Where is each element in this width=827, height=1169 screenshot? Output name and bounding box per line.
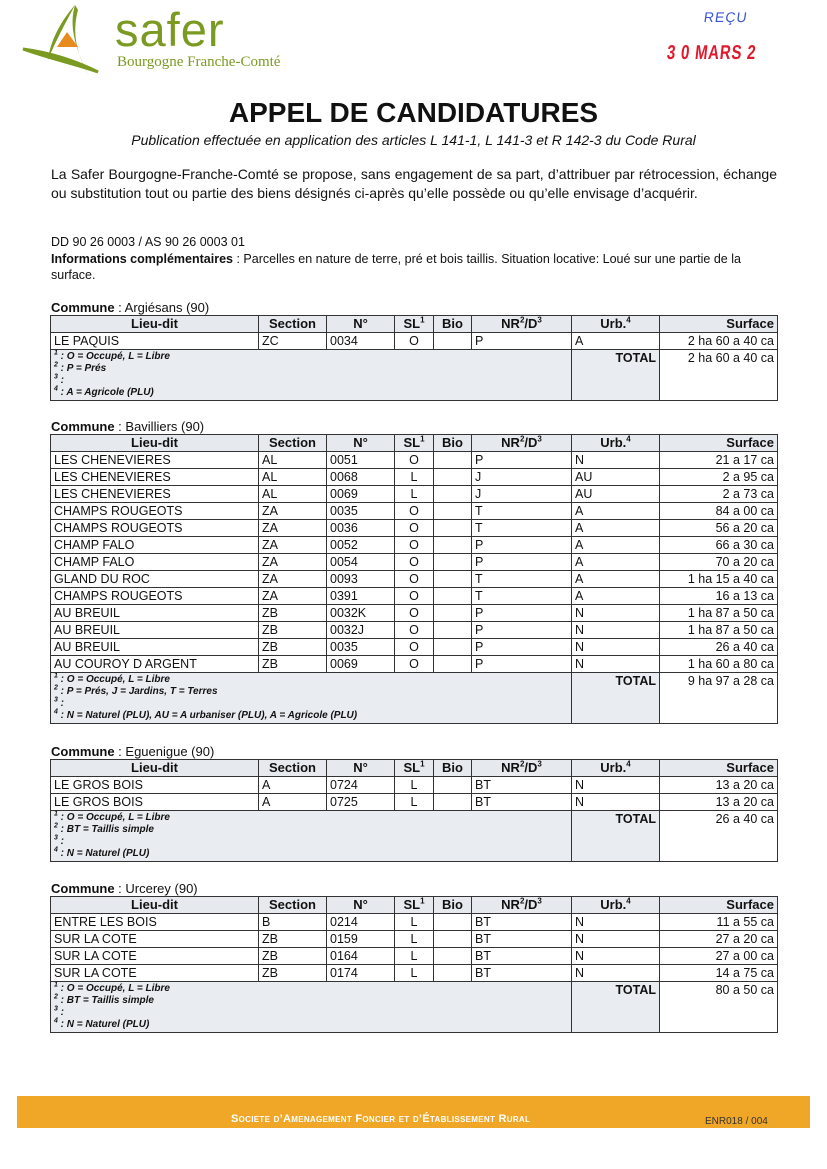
footer-bar: [17, 1096, 810, 1128]
col-surface: Surface: [660, 897, 778, 914]
cell-nature: P: [472, 537, 572, 554]
cell-sl: O: [395, 554, 434, 571]
cell-lieu-dit: CHAMP FALO: [51, 537, 259, 554]
cell-surface: 21 a 17 ca: [660, 452, 778, 469]
legend-total-row: [51, 982, 778, 1033]
cell-bio: [434, 948, 472, 965]
cell-section: ZB: [259, 605, 327, 622]
cell-bio: [434, 656, 472, 673]
col-section: Section: [259, 760, 327, 777]
cell-bio: [434, 588, 472, 605]
cell-surface: 84 a 00 ca: [660, 503, 778, 520]
cell-section: A: [259, 777, 327, 794]
col-urbanisme: Urb.$^4$: [572, 435, 660, 452]
col-sl: $SL^1$: [395, 760, 434, 777]
table-row: [51, 605, 778, 622]
cell-urbanisme: N: [572, 914, 660, 931]
col-numero: N°: [327, 760, 395, 777]
cell-bio: [434, 571, 472, 588]
commune-heading: [51, 744, 214, 759]
cell-numero: 0724: [327, 777, 395, 794]
cell-surface: 27 a 20 ca: [660, 931, 778, 948]
commune-heading: [51, 300, 209, 315]
cell-numero: 0034: [327, 333, 395, 350]
table-header-row: [51, 316, 778, 333]
cell-nature: T: [472, 588, 572, 605]
cell-bio: [434, 965, 472, 982]
table-row: [51, 503, 778, 520]
cell-numero: 0391: [327, 588, 395, 605]
col-lieu-dit: Lieu-dit: [51, 897, 259, 914]
cell-section: ZB: [259, 622, 327, 639]
commune-label: Commune: [51, 419, 115, 434]
page-subtitle: Publication effectuée en application des articles L 141-1, L 141-3 et R 142-3 du Code Rural: [131, 132, 696, 148]
cell-surface: 27 a 00 ca: [660, 948, 778, 965]
cell-sl: L: [395, 948, 434, 965]
cell-lieu-dit: SUR LA COTE: [51, 931, 259, 948]
cell-numero: 0054: [327, 554, 395, 571]
table-row: [51, 794, 778, 811]
cell-surface: 1 ha 87 a 50 ca: [660, 622, 778, 639]
table-row: [51, 914, 778, 931]
commune-name: : Eguenigue (90): [114, 744, 215, 759]
cell-lieu-dit: AU BREUIL: [51, 605, 259, 622]
cell-urbanisme: N: [572, 794, 660, 811]
legend-line: $^4$ : N = Naturel (PLU): [54, 1017, 150, 1030]
cell-urbanisme: A: [572, 333, 660, 350]
cell-numero: 0069: [327, 656, 395, 673]
col-lieu-dit: Lieu-dit: [51, 435, 259, 452]
parcel-table: [50, 759, 778, 862]
cell-section: B: [259, 914, 327, 931]
additional-info: [51, 251, 777, 283]
table-row: [51, 965, 778, 982]
cell-section: ZA: [259, 554, 327, 571]
cell-sl: O: [395, 571, 434, 588]
legend-total-row: [51, 673, 778, 724]
col-bio: Bio: [434, 316, 472, 333]
cell-surface: 56 a 20 ca: [660, 520, 778, 537]
cell-sl: L: [395, 777, 434, 794]
cell-nature: BT: [472, 965, 572, 982]
legend-total-row: [51, 811, 778, 862]
cell-nature: BT: [472, 794, 572, 811]
cell-surface: 13 a 20 ca: [660, 777, 778, 794]
cell-bio: [434, 486, 472, 503]
col-nature: $NR^2/D^3$: [472, 897, 572, 914]
cell-bio: [434, 777, 472, 794]
cell-lieu-dit: CHAMP FALO: [51, 554, 259, 571]
table-header-row: [51, 760, 778, 777]
col-nature: $NR^2/D^3$: [472, 435, 572, 452]
legend-line: $^1$ : O = Occupé, L = Libre: [54, 810, 170, 823]
cell-sl: L: [395, 965, 434, 982]
cell-section: A: [259, 794, 327, 811]
logo-region: Bourgogne Franche-Comté: [117, 54, 281, 70]
parcel-table: [50, 896, 778, 1033]
page-title: APPEL DE CANDIDATURES: [228, 97, 599, 128]
col-sl: $SL^1$: [395, 435, 434, 452]
col-nature: $NR^2/D^3$: [472, 316, 572, 333]
cell-sl: O: [395, 452, 434, 469]
cell-lieu-dit: LES CHENEVIERES: [51, 469, 259, 486]
legend-line: $^2$ : BT = Taillis simple: [54, 822, 154, 835]
col-numero: N°: [327, 316, 395, 333]
table-row: [51, 520, 778, 537]
cell-nature: P: [472, 452, 572, 469]
cell-sl: O: [395, 639, 434, 656]
received-stamp: REÇU: [702, 9, 749, 25]
legend: [51, 350, 572, 401]
cell-lieu-dit: CHAMPS ROUGEOTS: [51, 503, 259, 520]
table-row: [51, 571, 778, 588]
additional-info-text: : Parcelles en nature de terre, pré et bois taillis. Situation locative: Loué sur une partie de la surface.: [51, 252, 741, 282]
cell-bio: [434, 452, 472, 469]
cell-numero: 0725: [327, 794, 395, 811]
footer-document-code: ENR018 / 004: [705, 1116, 768, 1127]
col-bio: Bio: [434, 435, 472, 452]
cell-bio: [434, 605, 472, 622]
col-urbanisme: Urb.$^4$: [572, 316, 660, 333]
cell-lieu-dit: ENTRE LES BOIS: [51, 914, 259, 931]
col-sl: $SL^1$: [395, 897, 434, 914]
cell-nature: P: [472, 656, 572, 673]
cell-urbanisme: A: [572, 503, 660, 520]
legend: [51, 811, 572, 862]
cell-numero: 0052: [327, 537, 395, 554]
total-label: TOTAL: [572, 982, 660, 1033]
col-section: Section: [259, 897, 327, 914]
cell-numero: 0035: [327, 639, 395, 656]
legend-line: $^1$ : O = Occupé, L = Libre: [54, 672, 170, 685]
cell-nature: T: [472, 503, 572, 520]
legend-line: $^2$ : P = Prés: [54, 361, 107, 374]
commune-name: : Bavilliers (90): [114, 419, 205, 434]
cell-lieu-dit: AU BREUIL: [51, 639, 259, 656]
cell-surface: 16 a 13 ca: [660, 588, 778, 605]
cell-bio: [434, 554, 472, 571]
commune-name: : Argiésans (90): [114, 300, 210, 315]
cell-lieu-dit: AU COUROY D ARGENT: [51, 656, 259, 673]
col-numero: N°: [327, 897, 395, 914]
col-nature: $NR^2/D^3$: [472, 760, 572, 777]
cell-urbanisme: N: [572, 452, 660, 469]
cell-numero: 0068: [327, 469, 395, 486]
intro-paragraph: La Safer Bourgogne-Franche-Comté se propose, sans engagement de sa part, d’attribuer par rétrocession, échange ou substitution tout ou partie des biens désignés ci-après qu’elle possède ou qu’elle envisage d’acquérir.: [51, 166, 777, 201]
col-surface: Surface: [660, 760, 778, 777]
legend-line: $^3$ :: [54, 696, 65, 709]
table-row: [51, 622, 778, 639]
cell-section: AL: [259, 469, 327, 486]
table-row: [51, 469, 778, 486]
table-row: [51, 639, 778, 656]
cell-bio: [434, 469, 472, 486]
legend-line: $^2$ : BT = Taillis simple: [54, 993, 154, 1006]
legend: [51, 673, 572, 724]
cell-sl: L: [395, 931, 434, 948]
cell-numero: 0214: [327, 914, 395, 931]
cell-sl: O: [395, 520, 434, 537]
cell-numero: 0164: [327, 948, 395, 965]
cell-surface: 66 a 30 ca: [660, 537, 778, 554]
cell-urbanisme: N: [572, 777, 660, 794]
cell-lieu-dit: GLAND DU ROC: [51, 571, 259, 588]
cell-urbanisme: A: [572, 571, 660, 588]
col-bio: Bio: [434, 760, 472, 777]
col-urbanisme: Urb.$^4$: [572, 760, 660, 777]
col-numero: N°: [327, 435, 395, 452]
cell-lieu-dit: CHAMPS ROUGEOTS: [51, 520, 259, 537]
cell-bio: [434, 537, 472, 554]
cell-sl: L: [395, 486, 434, 503]
additional-info-label: Informations complémentaires: [51, 252, 233, 266]
col-surface: Surface: [660, 316, 778, 333]
table-row: [51, 554, 778, 571]
cell-sl: O: [395, 333, 434, 350]
col-lieu-dit: Lieu-dit: [51, 760, 259, 777]
cell-numero: 0032J: [327, 622, 395, 639]
cell-surface: 26 a 40 ca: [660, 639, 778, 656]
logo-wordmark: safer: [115, 3, 225, 56]
cell-section: ZA: [259, 520, 327, 537]
col-surface: Surface: [660, 435, 778, 452]
total-label: TOTAL: [572, 350, 660, 401]
total-label: TOTAL: [572, 673, 660, 724]
cell-section: ZA: [259, 588, 327, 605]
cell-bio: [434, 794, 472, 811]
table-row: [51, 931, 778, 948]
cell-urbanisme: A: [572, 520, 660, 537]
cell-bio: [434, 333, 472, 350]
cell-lieu-dit: CHAMPS ROUGEOTS: [51, 588, 259, 605]
legend-line: $^2$ : P = Prés, J = Jardins, T = Terres: [54, 684, 218, 697]
cell-numero: 0051: [327, 452, 395, 469]
commune-label: Commune: [51, 300, 115, 315]
commune-label: Commune: [51, 881, 115, 896]
col-lieu-dit: Lieu-dit: [51, 316, 259, 333]
cell-lieu-dit: SUR LA COTE: [51, 948, 259, 965]
cell-urbanisme: N: [572, 931, 660, 948]
cell-section: ZB: [259, 639, 327, 656]
cell-surface: 2 a 73 ca: [660, 486, 778, 503]
cell-lieu-dit: LES CHENEVIERES: [51, 486, 259, 503]
legend-line: $^3$ :: [54, 834, 65, 847]
cell-lieu-dit: LE PAQUIS: [51, 333, 259, 350]
legend-line: $^3$ :: [54, 373, 65, 386]
table-row: [51, 588, 778, 605]
cell-surface: 1 ha 87 a 50 ca: [660, 605, 778, 622]
cell-nature: P: [472, 554, 572, 571]
cell-sl: O: [395, 656, 434, 673]
cell-lieu-dit: LE GROS BOIS: [51, 794, 259, 811]
total-label: TOTAL: [572, 811, 660, 862]
cell-sl: O: [395, 622, 434, 639]
total-surface: 26 a 40 ca: [660, 811, 778, 862]
cell-surface: 14 a 75 ca: [660, 965, 778, 982]
col-section: Section: [259, 435, 327, 452]
cell-surface: 2 a 95 ca: [660, 469, 778, 486]
cell-surface: 11 a 55 ca: [660, 914, 778, 931]
table-row: [51, 537, 778, 554]
cell-bio: [434, 931, 472, 948]
parcel-table: [50, 315, 778, 401]
safer-logo: [20, 2, 290, 82]
cell-section: ZA: [259, 537, 327, 554]
cell-section: ZB: [259, 656, 327, 673]
cell-sl: L: [395, 914, 434, 931]
cell-nature: P: [472, 622, 572, 639]
cell-sl: O: [395, 503, 434, 520]
cell-lieu-dit: LE GROS BOIS: [51, 777, 259, 794]
cell-surface: 2 ha 60 a 40 ca: [660, 333, 778, 350]
cell-bio: [434, 503, 472, 520]
cell-urbanisme: N: [572, 639, 660, 656]
cell-numero: 0036: [327, 520, 395, 537]
commune-heading: [51, 419, 204, 434]
cell-sl: O: [395, 588, 434, 605]
col-urbanisme: Urb.$^4$: [572, 897, 660, 914]
cell-urbanisme: A: [572, 554, 660, 571]
cell-urbanisme: N: [572, 948, 660, 965]
cell-nature: BT: [472, 948, 572, 965]
cell-urbanisme: AU: [572, 469, 660, 486]
legend-line: $^4$ : A = Agricole (PLU): [54, 385, 154, 398]
col-bio: Bio: [434, 897, 472, 914]
legend-line: $^3$ :: [54, 1005, 65, 1018]
commune-heading: [51, 881, 198, 896]
cell-section: ZB: [259, 931, 327, 948]
cell-nature: P: [472, 639, 572, 656]
table-row: [51, 486, 778, 503]
total-surface: 9 ha 97 a 28 ca: [660, 673, 778, 724]
table-row: [51, 452, 778, 469]
cell-numero: 0174: [327, 965, 395, 982]
col-section: Section: [259, 316, 327, 333]
table-row: [51, 948, 778, 965]
cell-nature: T: [472, 520, 572, 537]
cell-surface: 13 a 20 ca: [660, 794, 778, 811]
cell-lieu-dit: AU BREUIL: [51, 622, 259, 639]
cell-urbanisme: AU: [572, 486, 660, 503]
legend-line: $^1$ : O = Occupé, L = Libre: [54, 981, 170, 994]
cell-surface: 70 a 20 ca: [660, 554, 778, 571]
cell-nature: J: [472, 469, 572, 486]
date-stamp: 3 0 MARS 2: [665, 42, 758, 64]
table-row: [51, 777, 778, 794]
cell-urbanisme: N: [572, 965, 660, 982]
cell-sl: L: [395, 469, 434, 486]
cell-nature: P: [472, 605, 572, 622]
safer-leaf-logo-icon: [20, 2, 120, 82]
cell-numero: 0069: [327, 486, 395, 503]
parcel-table: [50, 434, 778, 724]
cell-numero: 0159: [327, 931, 395, 948]
table-header-row: [51, 897, 778, 914]
cell-section: ZA: [259, 503, 327, 520]
legend-total-row: [51, 350, 778, 401]
total-surface: 2 ha 60 a 40 ca: [660, 350, 778, 401]
cell-lieu-dit: LES CHENEVIERES: [51, 452, 259, 469]
legend: [51, 982, 572, 1033]
cell-numero: 0035: [327, 503, 395, 520]
table-header-row: [51, 435, 778, 452]
cell-nature: J: [472, 486, 572, 503]
cell-section: ZA: [259, 571, 327, 588]
cell-surface: 1 ha 60 a 80 ca: [660, 656, 778, 673]
cell-nature: T: [472, 571, 572, 588]
cell-nature: P: [472, 333, 572, 350]
cell-urbanisme: A: [572, 588, 660, 605]
reference-number: DD 90 26 0003 / AS 90 26 0003 01: [51, 235, 245, 249]
cell-section: ZB: [259, 948, 327, 965]
cell-section: ZB: [259, 965, 327, 982]
legend-line: $^4$ : N = Naturel (PLU), AU = A urbaniser (PLU), A = Agricole (PLU): [54, 708, 358, 721]
cell-urbanisme: A: [572, 537, 660, 554]
cell-sl: O: [395, 537, 434, 554]
cell-bio: [434, 520, 472, 537]
legend-line: $^1$ : O = Occupé, L = Libre: [54, 349, 170, 362]
cell-surface: 1 ha 15 a 40 ca: [660, 571, 778, 588]
cell-numero: 0032K: [327, 605, 395, 622]
cell-urbanisme: N: [572, 656, 660, 673]
cell-section: AL: [259, 486, 327, 503]
col-sl: $SL^1$: [395, 316, 434, 333]
commune-label: Commune: [51, 744, 115, 759]
total-surface: 80 a 50 ca: [660, 982, 778, 1033]
commune-name: : Urcerey (90): [114, 881, 198, 896]
cell-bio: [434, 622, 472, 639]
cell-section: AL: [259, 452, 327, 469]
table-row: [51, 656, 778, 673]
table-row: [51, 333, 778, 350]
legend-line: $^4$ : N = Naturel (PLU): [54, 846, 150, 859]
cell-sl: L: [395, 794, 434, 811]
footer-organisation: Societe d’Amenagement Foncier et d’Établissement Rural: [231, 1113, 531, 1125]
cell-nature: BT: [472, 931, 572, 948]
cell-nature: BT: [472, 777, 572, 794]
cell-numero: 0093: [327, 571, 395, 588]
cell-sl: O: [395, 605, 434, 622]
cell-bio: [434, 914, 472, 931]
cell-bio: [434, 639, 472, 656]
cell-urbanisme: N: [572, 622, 660, 639]
cell-section: ZC: [259, 333, 327, 350]
cell-urbanisme: N: [572, 605, 660, 622]
cell-lieu-dit: SUR LA COTE: [51, 965, 259, 982]
cell-nature: BT: [472, 914, 572, 931]
